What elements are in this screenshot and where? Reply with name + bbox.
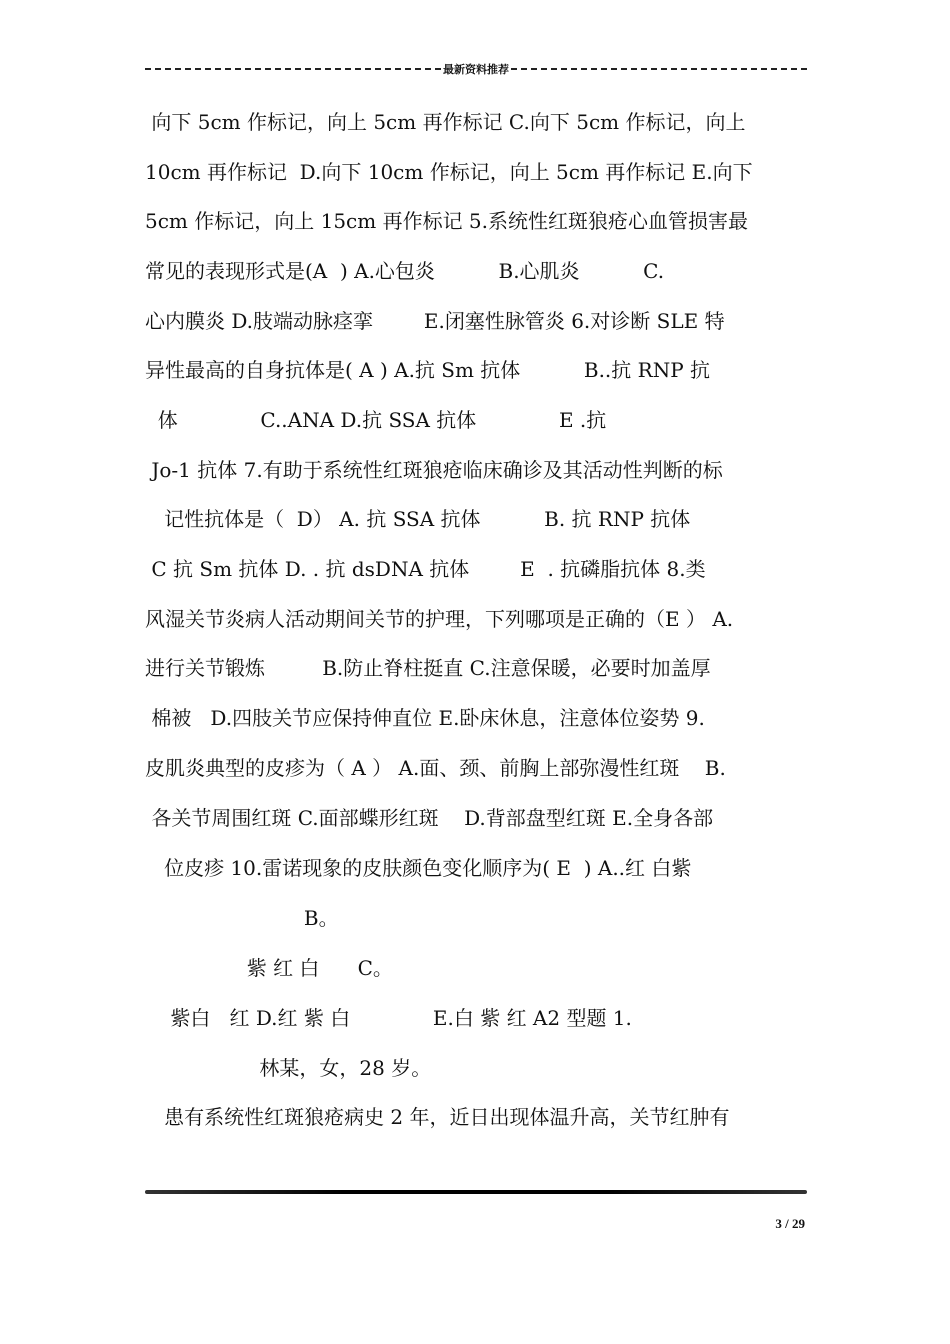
text-line: 向下 5cm 作标记，向上 5cm 再作标记 C.向下 5cm 作标记，向上 — [145, 110, 746, 134]
text-line: 各关节周围红斑 C.面部蝶形红斑 D.背部盘型红斑 E.全身各部 — [145, 806, 714, 830]
text-line: 异性最高的自身抗体是( A ) A.抗 Sm 抗体 B..抗 RNP 抗 — [145, 358, 711, 382]
text-line: 体 C..ANA D.抗 SSA 抗体 E .抗 — [145, 408, 607, 432]
text-line: 患有系统性红斑狼疮病史 2 年，近日出现体温升高，关节红肿有 — [145, 1105, 730, 1129]
text-line: C 抗 Sm 抗体 D. . 抗 dsDNA 抗体 E . 抗磷脂抗体 8.类 — [145, 557, 706, 581]
text-line: 5cm 作标记，向上 15cm 再作标记 5.系统性红斑狼疮心血管损害最 — [145, 209, 749, 233]
page-total: 29 — [792, 1216, 805, 1231]
text-line: 记性抗体是（ D） A. 抗 SSA 抗体 B. 抗 RNP 抗体 — [145, 507, 691, 531]
header-title: 最新资料推荐 — [443, 63, 509, 76]
page-separator: / — [785, 1216, 789, 1231]
text-line: 棉被 D.四肢关节应保持伸直位 E.卧床休息，注意体位姿势 9. — [145, 706, 705, 730]
text-line: 心内膜炎 D.肢端动脉痉挛 E.闭塞性脉管炎 6.对诊断 SLE 特 — [145, 309, 725, 333]
text-line: 皮肌炎典型的皮疹为（ A ） A.面、颈、前胸上部弥漫性红斑 B. — [145, 756, 726, 780]
text-line: 紫白 红 D.红 紫 白 E.白 紫 红 A2 型题 1. — [145, 1006, 632, 1030]
text-line: 风湿关节炎病人活动期间关节的护理，下列哪项是正确的（E ） A. — [145, 607, 734, 631]
text-line: 位皮疹 10.雷诺现象的皮肤颜色变化顺序为( E ) A..红 白紫 — [145, 856, 692, 880]
text-line: B。 — [145, 906, 339, 930]
text-line: 10cm 再作标记 D.向下 10cm 作标记，向上 5cm 再作标记 E.向下 — [145, 160, 753, 184]
text-line: 林某，女，28 岁。 — [145, 1056, 432, 1080]
page-header — [145, 60, 807, 78]
header-dash-left — [145, 68, 441, 70]
text-line: 常见的表现形式是(A ) A.心包炎 B.心肌炎 C. — [145, 259, 665, 283]
header-dash-right — [511, 68, 807, 70]
text-line: 进行关节锻炼 B.防止脊柱挺直 C.注意保暖，必要时加盖厚 — [145, 656, 711, 680]
page-number — [775, 1216, 805, 1232]
text-line: Jo-1 抗体 7.有助于系统性红斑狼疮临床确诊及其活动性判断的标 — [145, 458, 723, 482]
footer-rule — [145, 1190, 807, 1194]
page-current: 3 — [775, 1216, 782, 1231]
text-line: 紫 红 白 C。 — [145, 956, 393, 980]
